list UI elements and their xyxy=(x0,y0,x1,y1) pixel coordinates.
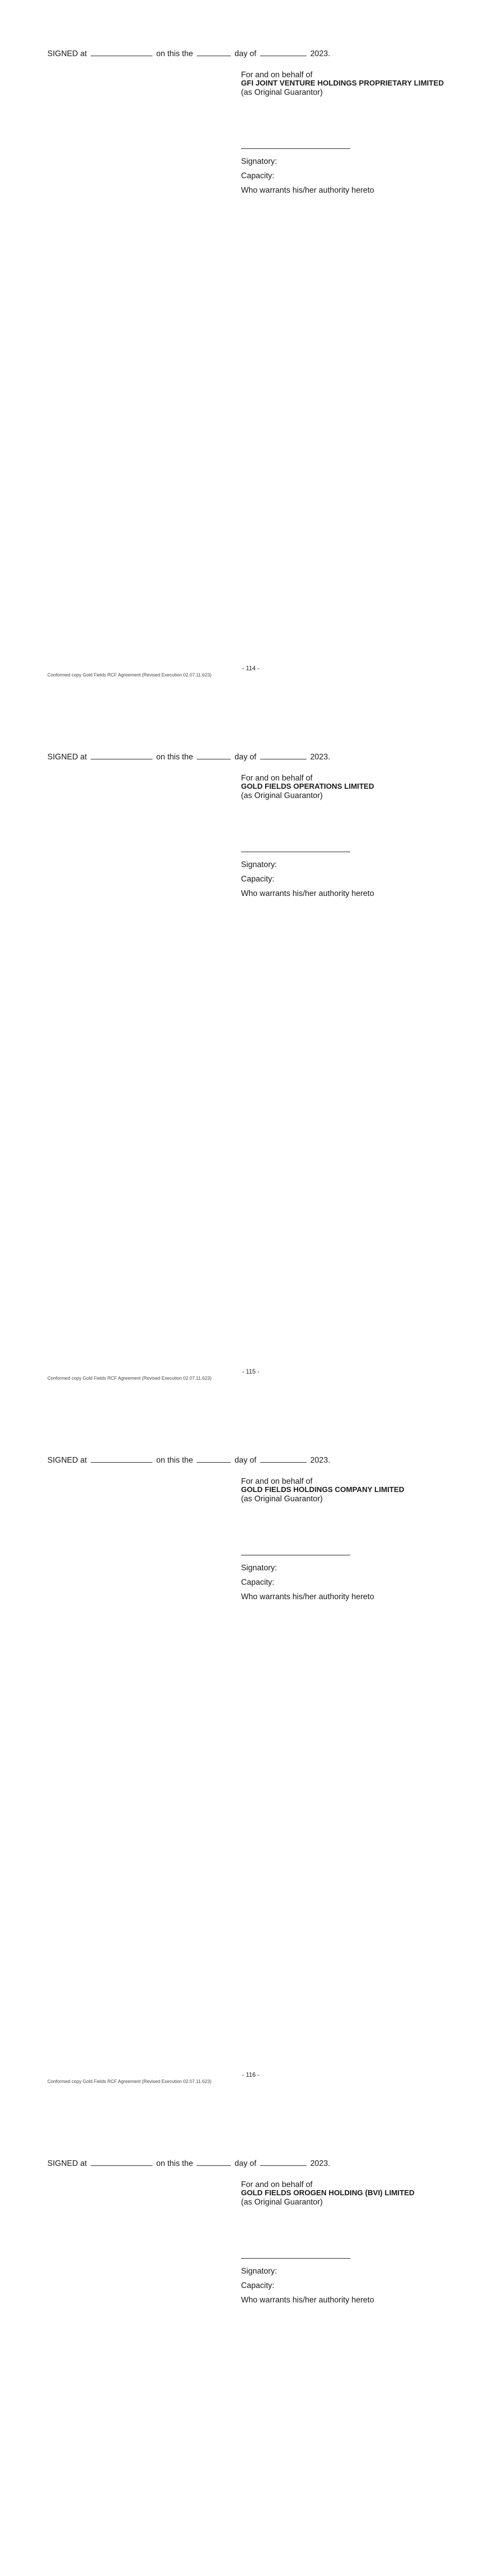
day-of-label: day of xyxy=(234,2159,256,2168)
signatory-label: Signatory: xyxy=(241,157,277,166)
signed-line xyxy=(47,1455,330,1465)
behalf-label: For and on behalf of xyxy=(241,71,313,79)
entity-role: (as Original Guarantor) xyxy=(241,88,323,97)
behalf-label: For and on behalf of xyxy=(241,774,313,783)
month-blank xyxy=(260,49,306,56)
behalf-label: For and on behalf of xyxy=(241,1477,313,1486)
year-label: 2023. xyxy=(310,1456,331,1465)
place-blank xyxy=(91,2159,152,2166)
on-this-the-label: on this the xyxy=(156,753,193,761)
signed-at-label: SIGNED at xyxy=(47,753,87,761)
day-of-label: day of xyxy=(234,753,256,761)
page-number: - 115 - xyxy=(242,1368,260,1375)
behalf-label: For and on behalf of xyxy=(241,2180,313,2189)
behalf-block xyxy=(241,2180,415,2207)
signatory-label: Signatory: xyxy=(241,2267,277,2276)
signature-line xyxy=(241,2258,350,2259)
entity-role: (as Original Guarantor) xyxy=(241,1495,323,1503)
behalf-block xyxy=(241,1477,404,1503)
document-page xyxy=(0,703,497,1406)
on-this-the-label: on this the xyxy=(156,49,193,58)
signed-at-label: SIGNED at xyxy=(47,1456,87,1465)
capacity-label: Capacity: xyxy=(241,2281,275,2290)
entity-role: (as Original Guarantor) xyxy=(241,2198,323,2207)
warrant-label: Who warrants his/her authority hereto xyxy=(241,2296,374,2304)
on-this-the-label: on this the xyxy=(156,2159,193,2168)
entity-role: (as Original Guarantor) xyxy=(241,791,323,800)
place-blank xyxy=(91,1455,152,1463)
signature-details xyxy=(241,858,374,901)
document-page xyxy=(0,2110,497,2576)
date-blank xyxy=(197,49,231,56)
entity-name: GFI JOINT VENTURE HOLDINGS PROPRIETARY LIMITED xyxy=(241,79,444,88)
page-number: - 116 - xyxy=(242,2071,260,2078)
signed-at-label: SIGNED at xyxy=(47,49,87,58)
year-label: 2023. xyxy=(310,2159,331,2168)
signed-line xyxy=(47,49,330,59)
capacity-label: Capacity: xyxy=(241,875,275,884)
warrant-label: Who warrants his/her authority hereto xyxy=(241,1592,374,1601)
year-label: 2023. xyxy=(310,49,331,58)
date-blank xyxy=(197,2159,231,2166)
date-blank xyxy=(197,1455,231,1463)
signature-details xyxy=(241,2264,374,2308)
signed-line xyxy=(47,2159,330,2168)
entity-name: GOLD FIELDS OPERATIONS LIMITED xyxy=(241,783,374,791)
document-page xyxy=(0,1406,497,2110)
footer-reference: Conformed copy Gold Fields RCF Agreement (Revised Execution 02.07.11.623) xyxy=(47,2079,212,2084)
on-this-the-label: on this the xyxy=(156,1456,193,1465)
signatory-label: Signatory: xyxy=(241,860,277,869)
footer-reference: Conformed copy Gold Fields RCF Agreement (Revised Execution 02.07.11.623) xyxy=(47,672,212,677)
entity-name: GOLD FIELDS OROGEN HOLDING (BVI) LIMITED xyxy=(241,2189,415,2197)
page-number: - 114 - xyxy=(242,665,260,672)
place-blank xyxy=(91,49,152,56)
warrant-label: Who warrants his/her authority hereto xyxy=(241,889,374,898)
day-of-label: day of xyxy=(234,1456,256,1465)
warrant-label: Who warrants his/her authority hereto xyxy=(241,186,374,195)
month-blank xyxy=(260,2159,306,2166)
entity-name: GOLD FIELDS HOLDINGS COMPANY LIMITED xyxy=(241,1486,404,1494)
behalf-block xyxy=(241,774,374,800)
signature-details xyxy=(241,1561,374,1604)
date-blank xyxy=(197,752,231,759)
signature-details xyxy=(241,155,374,198)
document-page xyxy=(0,0,497,703)
footer-reference: Conformed copy Gold Fields RCF Agreement (Revised Execution 02.07.11.623) xyxy=(47,1376,212,1381)
capacity-label: Capacity: xyxy=(241,1578,275,1587)
month-blank xyxy=(260,752,306,759)
behalf-block xyxy=(241,71,444,97)
year-label: 2023. xyxy=(310,753,331,761)
signed-line xyxy=(47,752,330,762)
day-of-label: day of xyxy=(234,49,256,58)
capacity-label: Capacity: xyxy=(241,172,275,180)
signatory-label: Signatory: xyxy=(241,1564,277,1572)
signed-at-label: SIGNED at xyxy=(47,2159,87,2168)
place-blank xyxy=(91,752,152,759)
month-blank xyxy=(260,1455,306,1463)
signature-line xyxy=(241,148,350,149)
